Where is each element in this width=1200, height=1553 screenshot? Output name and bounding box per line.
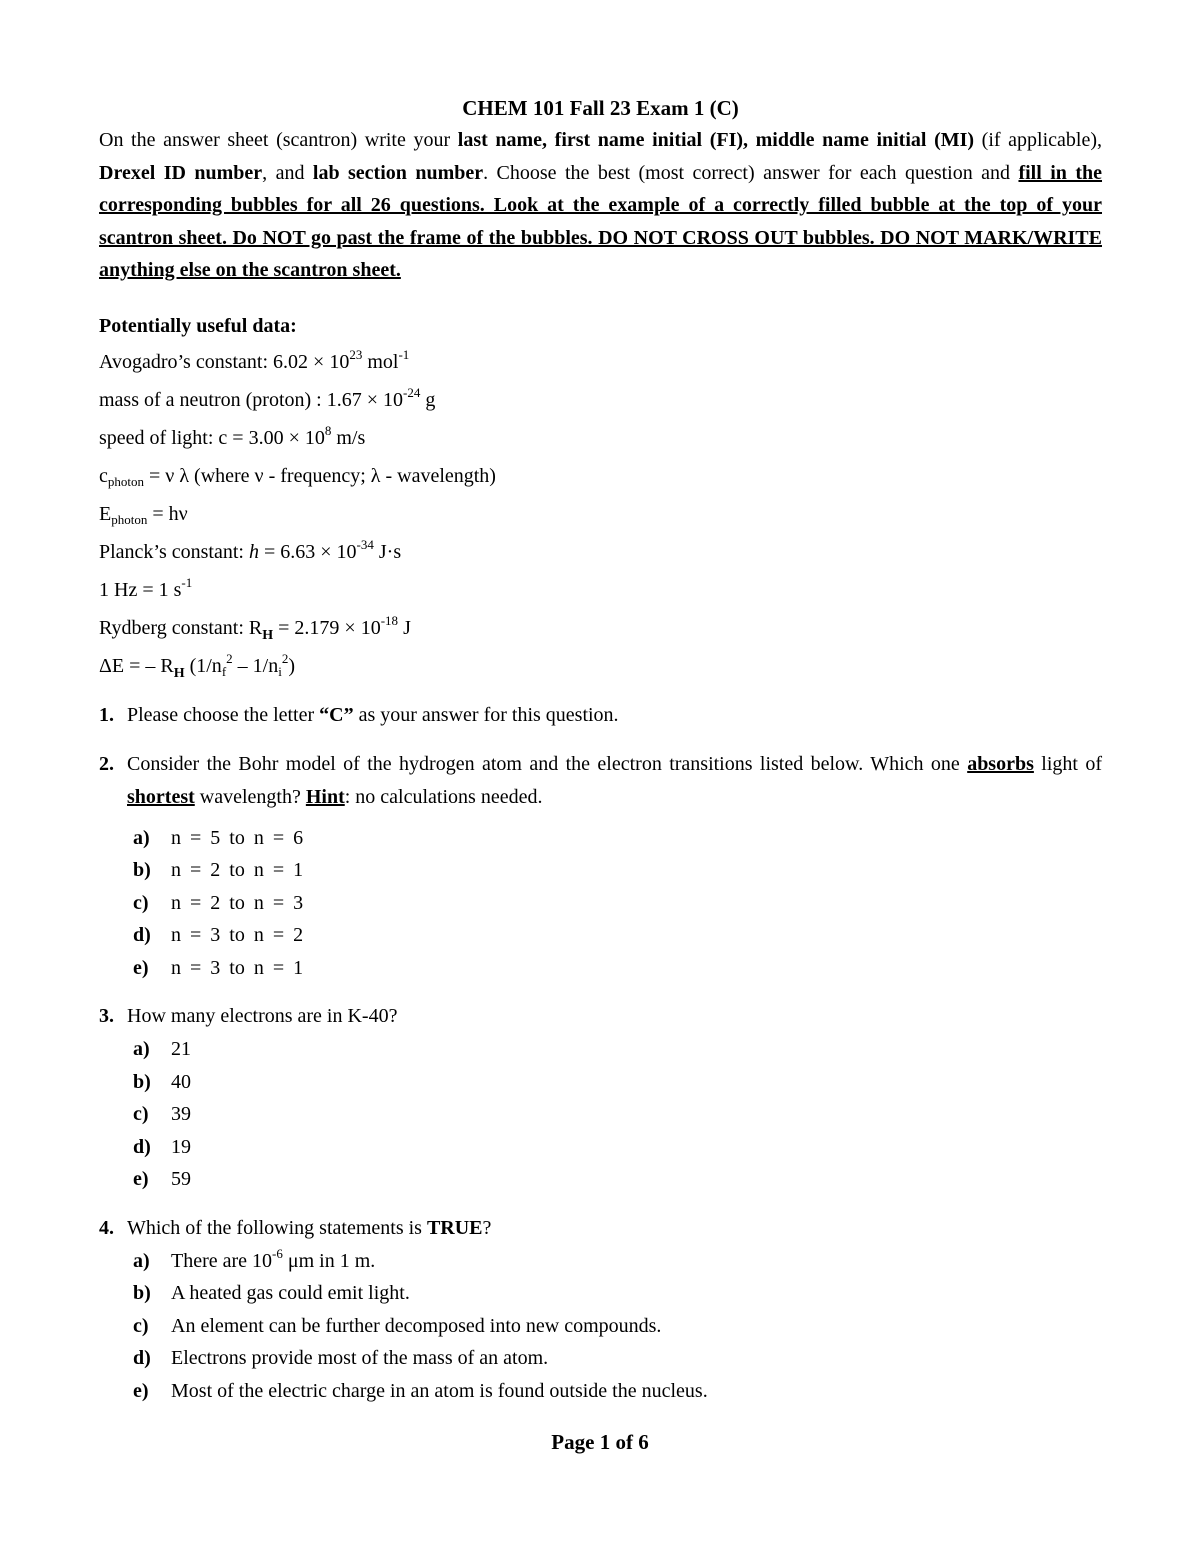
- answer-option-c[interactable]: [133, 1098, 1102, 1131]
- rydberg-value: = 2.179 × 10: [273, 616, 381, 639]
- avogadro-label: Avogadro’s constant: 6.02 × 10: [99, 350, 350, 373]
- exam-title: CHEM 101 Fall 23 Exam 1 (C): [462, 96, 739, 120]
- option-letter: b): [133, 1282, 151, 1304]
- q2-underlined: Hint: [305, 785, 345, 808]
- avogadro-line: [99, 343, 1102, 381]
- answer-option-e[interactable]: [133, 1375, 1102, 1408]
- question-text: [127, 699, 1102, 732]
- option-letter: d): [133, 1135, 151, 1158]
- answer-option-c[interactable]: [133, 1310, 1102, 1343]
- hz-exp: -1: [181, 574, 193, 590]
- option-text: An element can be further decomposed into new compounds.: [171, 1314, 662, 1337]
- delta-e-part: – 1/n: [232, 654, 279, 677]
- answer-option-e[interactable]: [133, 1163, 1102, 1196]
- option-text: [171, 1245, 375, 1278]
- instructions-text: (if applicable),: [974, 129, 1102, 151]
- question-text: [127, 748, 1102, 814]
- question-text: How many electrons are in K-40?: [127, 1005, 398, 1027]
- delta-e-sub-h: H: [173, 665, 185, 681]
- answer-option-d[interactable]: [133, 1342, 1102, 1375]
- option-letter: c): [133, 1314, 149, 1337]
- photon-subscript: photon: [111, 511, 148, 527]
- option-text: A heated gas could emit light.: [171, 1282, 410, 1304]
- answer-option-b[interactable]: [133, 1277, 1102, 1310]
- option-letter: c): [133, 891, 149, 914]
- rydberg-sub: H: [262, 627, 274, 643]
- q2-text: : no calculations needed.: [344, 785, 543, 808]
- question-number: 1.: [99, 703, 114, 726]
- hz-line: [99, 571, 1102, 609]
- neutron-unit: g: [420, 388, 436, 411]
- light-unit: m/s: [331, 426, 366, 449]
- light-label: speed of light: c = 3.00 × 10: [99, 426, 325, 449]
- answer-options: [133, 822, 1102, 985]
- delta-e-line: [99, 647, 1102, 685]
- neutron-mass-line: [99, 381, 1102, 419]
- planck-label: Planck’s constant:: [99, 540, 249, 563]
- instructions-text: . Choose the best (most correct) answer for each question and: [483, 161, 1019, 184]
- answer-option-a[interactable]: [133, 1245, 1102, 1278]
- answer-option-b[interactable]: [133, 1066, 1102, 1099]
- answer-options: [133, 1033, 1102, 1196]
- option-letter: c): [133, 1103, 149, 1125]
- instructions-underlined: fill in the corresponding bubbles for all 26 questions. Look at the example of a correctly filled bubble at the top of your scantron sheet. Do NOT go past the frame of the bubbles. DO NOT CROSS OUT bubbles. DO NOT MARK/WRITE anything else on the scantron sheet.: [99, 161, 1103, 281]
- option-letter: a): [133, 1249, 150, 1272]
- option-text: n = 2 to n = 1: [171, 859, 304, 881]
- planck-exp: -34: [356, 536, 374, 552]
- question-2: [99, 748, 1102, 985]
- planck-line: [99, 533, 1102, 571]
- question-3: [99, 1000, 1102, 1196]
- answer-option-b[interactable]: [133, 854, 1102, 887]
- q2-underlined: absorbs: [967, 752, 1034, 775]
- c-photon-line: [99, 457, 1102, 495]
- answer-option-a[interactable]: [133, 822, 1102, 855]
- instructions-bold-name: last name, first name initial (FI), middle name initial (MI): [457, 129, 975, 151]
- instructions-bold-id: Drexel ID number: [99, 161, 263, 184]
- option-text-part: There are 10: [171, 1249, 273, 1272]
- neutron-exp: -24: [403, 384, 421, 400]
- planck-unit: J·s: [373, 540, 402, 563]
- q2-text: light of: [1033, 752, 1102, 775]
- q1-text: as your answer for this question.: [353, 703, 619, 726]
- option-text: 59: [171, 1168, 191, 1190]
- option-text: n = 5 to n = 6: [171, 826, 304, 849]
- q2-text: wavelength?: [194, 785, 306, 808]
- option-exp: -6: [272, 1245, 283, 1261]
- option-text: Most of the electric charge in an atom is found outside the nucleus.: [171, 1379, 708, 1402]
- q2-text: Consider the Bohr model of the hydrogen atom and the electron transitions listed below. Which one: [127, 752, 968, 775]
- delta-e-sub-f: f: [221, 663, 227, 679]
- delta-e-part: ): [288, 654, 296, 677]
- instructions-text: On the answer sheet (scantron) write your: [99, 129, 458, 151]
- hz-label: 1 Hz = 1 s: [99, 578, 182, 601]
- q2-underlined: shortest: [127, 785, 195, 808]
- option-text: Electrons provide most of the mass of an atom.: [171, 1347, 549, 1369]
- planck-h: h: [248, 540, 259, 563]
- question-1: [99, 699, 1102, 732]
- option-text: 39: [171, 1103, 191, 1125]
- option-text: n = 2 to n = 3: [171, 891, 304, 914]
- option-text: n = 3 to n = 2: [171, 924, 304, 946]
- q4-text: Which of the following statements is: [127, 1216, 427, 1239]
- e-photon-rest: = hν: [147, 502, 188, 525]
- question-number: 4.: [99, 1216, 114, 1239]
- question-4: [99, 1212, 1102, 1408]
- rydberg-unit: J: [398, 616, 411, 639]
- avogadro-unit: mol: [362, 350, 399, 373]
- c-symbol: c: [99, 464, 108, 487]
- instructions: [99, 124, 1102, 287]
- option-text: 40: [171, 1070, 191, 1093]
- option-letter: e): [133, 1379, 149, 1402]
- answer-option-d[interactable]: [133, 919, 1102, 952]
- avogadro-unit-exp: -1: [398, 346, 410, 362]
- page-footer: Page 1 of 6: [551, 1430, 649, 1454]
- speed-of-light-line: [99, 419, 1102, 457]
- option-text: 19: [171, 1135, 191, 1158]
- option-letter: d): [133, 924, 151, 946]
- option-letter: d): [133, 1347, 151, 1369]
- neutron-label: mass of a neutron (proton) : 1.67 × 10: [99, 388, 404, 411]
- photon-subscript: photon: [107, 473, 145, 489]
- rydberg-exp: -18: [380, 612, 399, 628]
- answer-option-c[interactable]: [133, 887, 1102, 920]
- rydberg-label: Rydberg constant: R: [99, 616, 263, 639]
- instructions-bold-lab: lab section number: [312, 161, 484, 184]
- planck-value: = 6.63 × 10: [258, 540, 357, 563]
- avogadro-exp: 23: [349, 346, 363, 362]
- e-photon-line: [99, 495, 1102, 533]
- option-letter: e): [133, 956, 149, 979]
- useful-data-heading: Potentially useful data:: [99, 314, 297, 337]
- option-text-part: μm in 1 m.: [282, 1249, 376, 1272]
- answer-option-a[interactable]: [133, 1033, 1102, 1066]
- rydberg-line: [99, 609, 1102, 647]
- option-letter: a): [133, 826, 150, 849]
- c-photon-rest: = ν λ (where ν - frequency; λ - wavelength): [144, 464, 496, 487]
- answer-option-d[interactable]: [133, 1131, 1102, 1164]
- q4-text: ?: [482, 1216, 492, 1239]
- q4-bold: TRUE: [426, 1216, 483, 1239]
- exam-page: [99, 92, 1102, 1407]
- q1-text: Please choose the letter: [127, 703, 320, 726]
- question-number: 2.: [99, 752, 114, 775]
- question-text: [127, 1212, 1102, 1245]
- option-letter: b): [133, 859, 151, 881]
- delta-e-part: (1/n: [184, 654, 222, 677]
- option-text: n = 3 to n = 1: [171, 956, 304, 979]
- answer-option-e[interactable]: [133, 952, 1102, 985]
- answer-options: [133, 1245, 1102, 1408]
- option-text: 21: [171, 1038, 191, 1060]
- option-letter: b): [133, 1070, 151, 1093]
- delta-e-sub-i: i: [278, 663, 282, 679]
- light-exp: 8: [324, 422, 332, 438]
- delta-e-sup: 2: [226, 650, 233, 666]
- q1-bold: “C”: [319, 703, 354, 726]
- option-letter: a): [133, 1038, 150, 1060]
- option-letter: e): [133, 1168, 149, 1190]
- delta-e-sup: 2: [281, 650, 289, 666]
- e-symbol: E: [99, 502, 112, 525]
- instructions-text: , and: [262, 161, 313, 184]
- delta-e-part: ΔE = – R: [99, 654, 174, 677]
- question-number: 3.: [99, 1005, 114, 1027]
